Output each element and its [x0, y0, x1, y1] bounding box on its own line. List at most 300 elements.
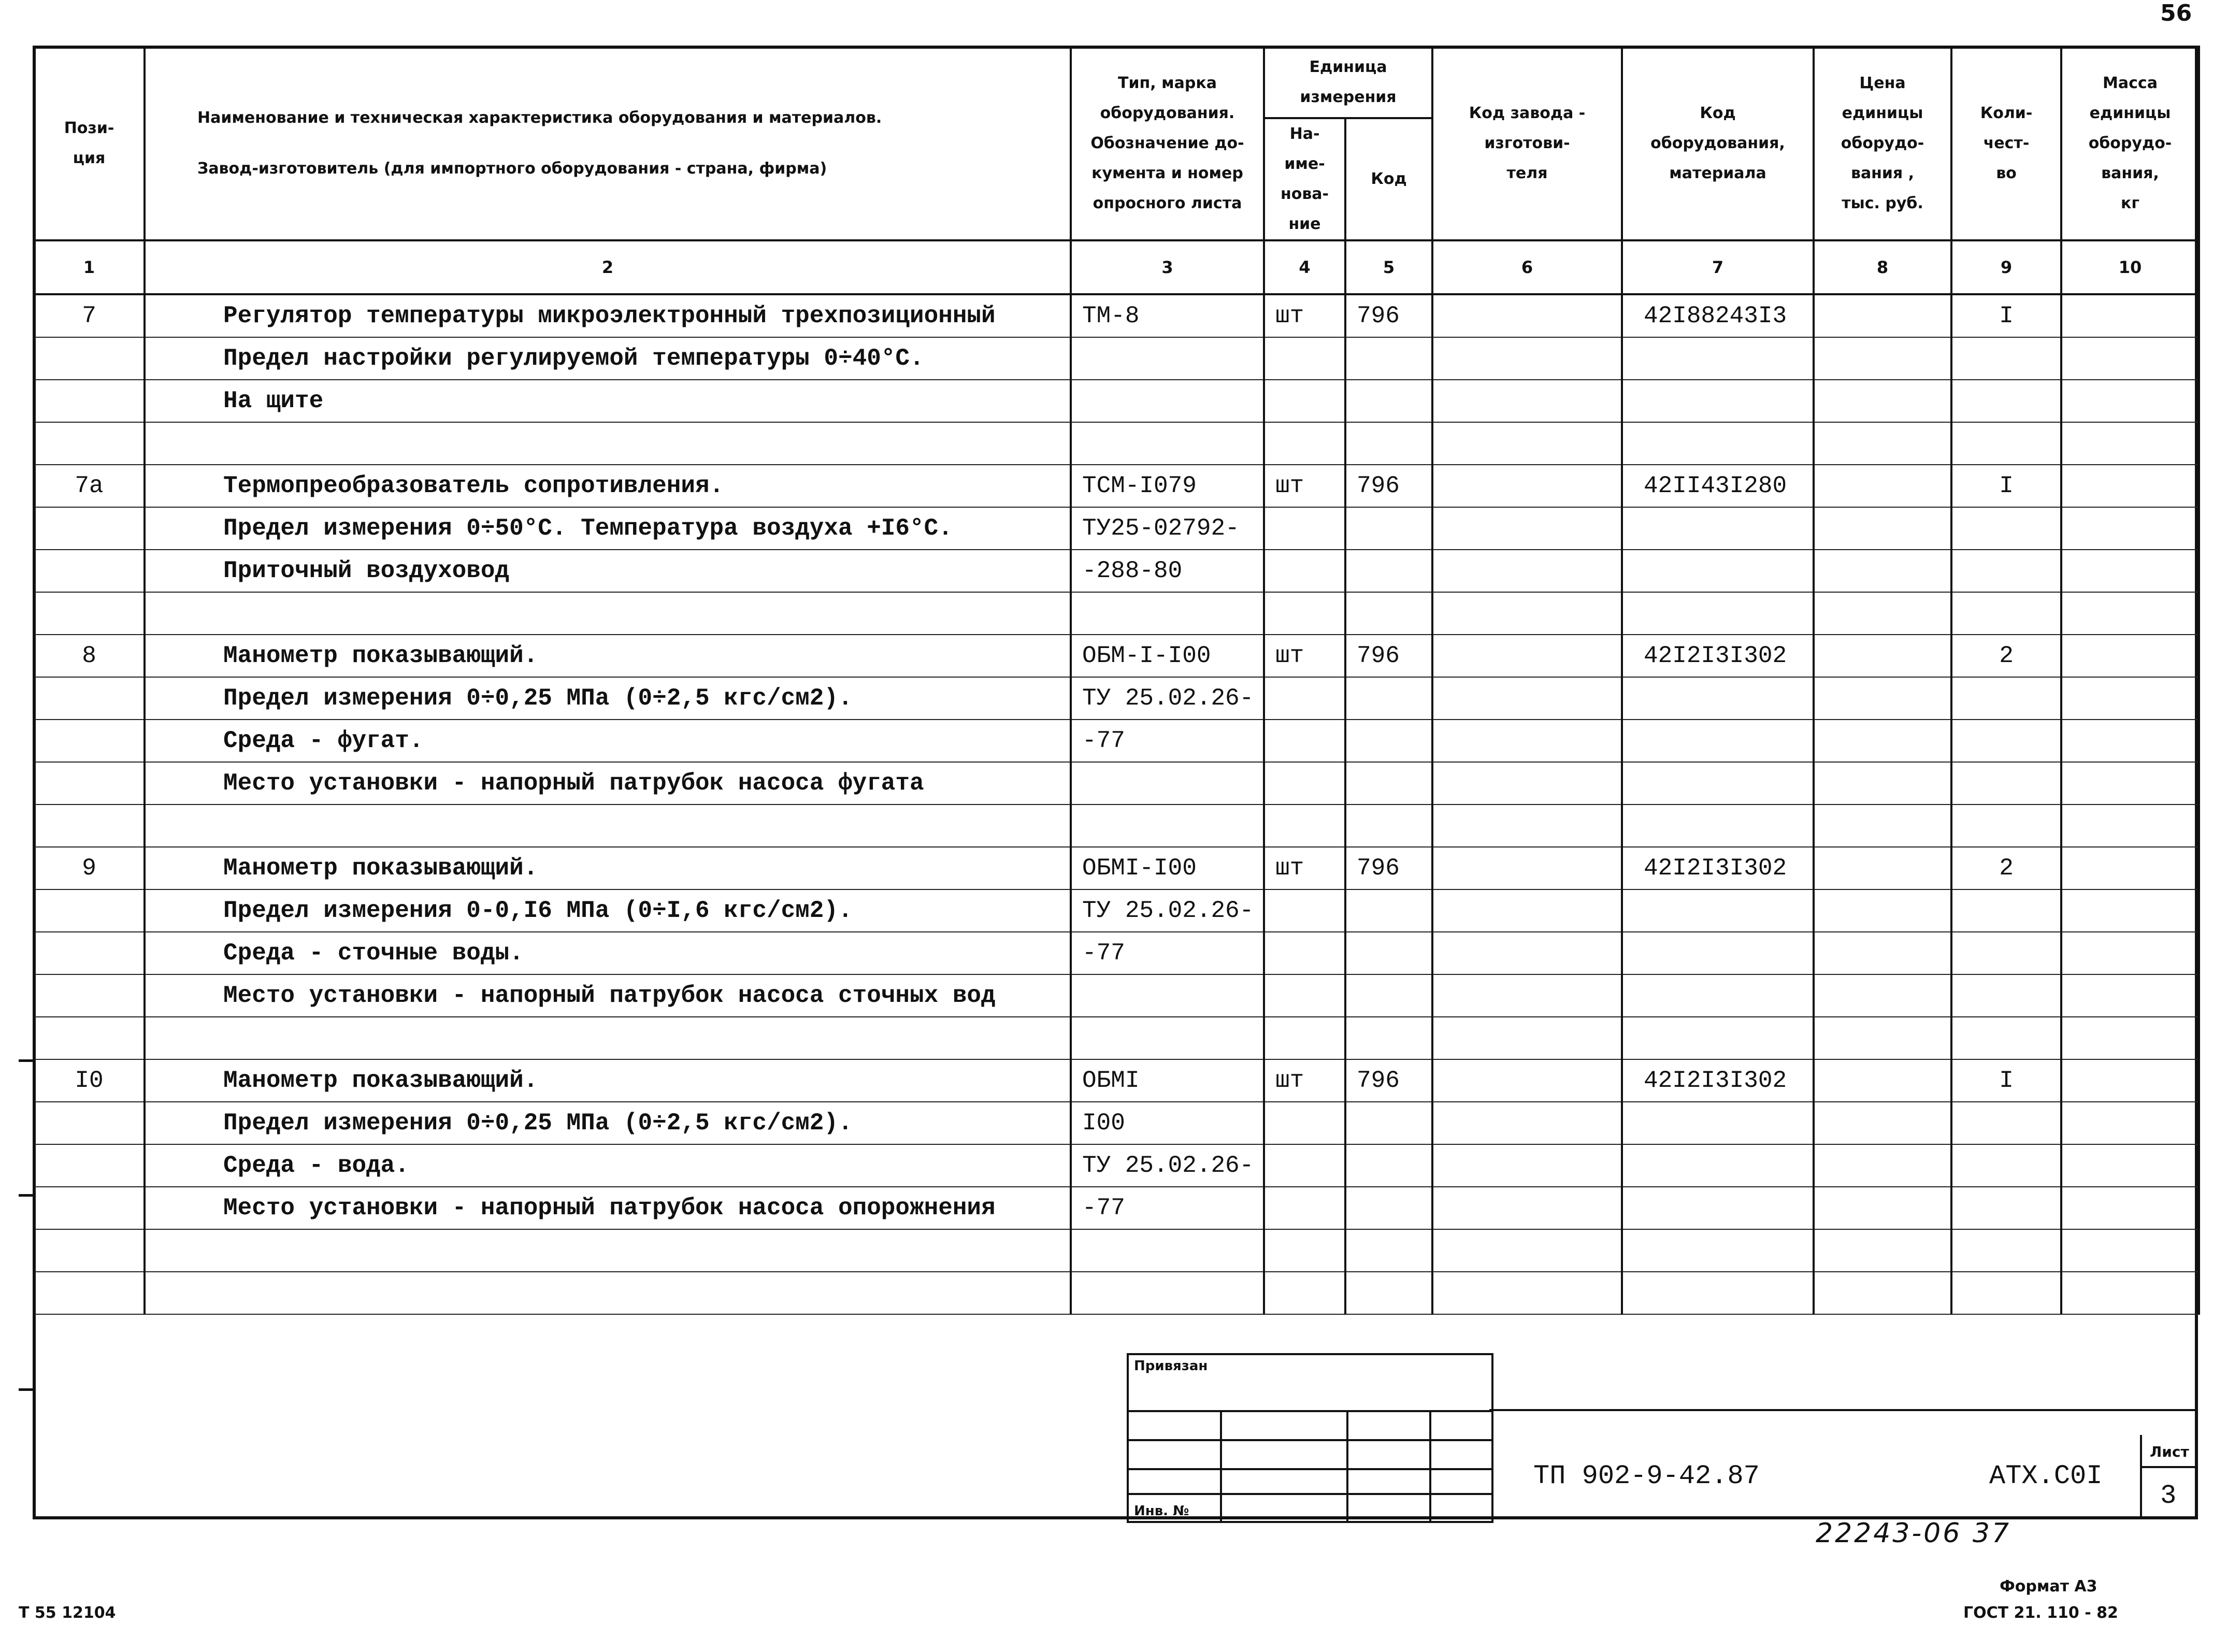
- quantity-cell: I: [1951, 1059, 2061, 1102]
- quantity-cell: [1951, 889, 2061, 932]
- position-cell: [34, 974, 145, 1017]
- equipment-code-cell: [1622, 1229, 1814, 1272]
- header-equipment-code: Код оборудования, материала: [1622, 47, 1814, 240]
- mass-cell: [2061, 1187, 2199, 1229]
- price-cell: [1814, 720, 1951, 762]
- table-row: [34, 294, 2199, 337]
- price-cell: [1814, 805, 1951, 847]
- type-cell: [1071, 805, 1264, 847]
- type-cell: -77: [1071, 932, 1264, 974]
- mass-cell: [2061, 592, 2199, 635]
- equipment-code-cell: 42I88243I3: [1622, 294, 1814, 337]
- quantity-cell: [1951, 550, 2061, 592]
- mass-cell: [2061, 1229, 2199, 1272]
- position-cell: [34, 677, 145, 720]
- table-row: [34, 720, 2199, 762]
- equipment-code-cell: [1622, 1102, 1814, 1144]
- type-cell: [1071, 1229, 1264, 1272]
- quantity-cell: I: [1951, 465, 2061, 507]
- stamp-line: [1129, 1410, 1491, 1412]
- equipment-code-cell: [1622, 1144, 1814, 1187]
- position-cell: [34, 720, 145, 762]
- price-cell: [1814, 1102, 1951, 1144]
- price-cell: [1814, 847, 1951, 889]
- unit-code-cell: [1345, 550, 1432, 592]
- margin-tick: [19, 1059, 33, 1062]
- equipment-code-cell: 42I2I3I302: [1622, 847, 1814, 889]
- manufacturer-code-cell: [1432, 507, 1622, 550]
- name-cell: На щите: [145, 380, 1071, 422]
- attached-label: Привязан: [1134, 1358, 1208, 1374]
- column-number: 10: [2061, 240, 2199, 294]
- equipment-code-cell: 42II43I280: [1622, 465, 1814, 507]
- price-cell: [1814, 507, 1951, 550]
- format-label: Формат А3: [2000, 1577, 2097, 1596]
- unit-code-cell: [1345, 889, 1432, 932]
- manufacturer-code-cell: [1432, 1102, 1622, 1144]
- header-unit-group: Единица измерения: [1264, 47, 1432, 118]
- unit-cell: [1264, 337, 1345, 380]
- price-cell: [1814, 422, 1951, 465]
- unit-code-cell: 796: [1345, 1059, 1432, 1102]
- manufacturer-code-cell: [1432, 294, 1622, 337]
- position-cell: [34, 1017, 145, 1059]
- unit-cell: [1264, 974, 1345, 1017]
- price-cell: [1814, 465, 1951, 507]
- mass-cell: [2061, 1102, 2199, 1144]
- unit-code-cell: [1345, 805, 1432, 847]
- equipment-code-cell: 42I2I3I302: [1622, 1059, 1814, 1102]
- position-cell: 9: [34, 847, 145, 889]
- header-price: Цена единицы оборудо- вания , тыс. руб.: [1814, 47, 1951, 240]
- manufacturer-code-cell: [1432, 1187, 1622, 1229]
- unit-cell: [1264, 1229, 1345, 1272]
- unit-cell: [1264, 1272, 1345, 1314]
- unit-code-cell: [1345, 422, 1432, 465]
- table-row: [34, 1187, 2199, 1229]
- position-cell: [34, 805, 145, 847]
- type-cell: [1071, 974, 1264, 1017]
- table-row: [34, 465, 2199, 507]
- table-row: [34, 1102, 2199, 1144]
- equipment-code-cell: [1622, 677, 1814, 720]
- unit-cell: [1264, 1017, 1345, 1059]
- table-row: [34, 1144, 2199, 1187]
- table-row: [34, 1229, 2199, 1272]
- unit-cell: [1264, 550, 1345, 592]
- unit-cell: [1264, 805, 1345, 847]
- position-cell: [34, 507, 145, 550]
- quantity-cell: [1951, 805, 2061, 847]
- quantity-cell: 2: [1951, 635, 2061, 677]
- type-cell: ОБМI: [1071, 1059, 1264, 1102]
- equipment-code-cell: 42I2I3I302: [1622, 635, 1814, 677]
- mass-cell: [2061, 1017, 2199, 1059]
- mass-cell: [2061, 1059, 2199, 1102]
- name-cell: Место установки - напорный патрубок насоса опорожнения: [145, 1187, 1071, 1229]
- unit-cell: шт: [1264, 1059, 1345, 1102]
- price-cell: [1814, 550, 1951, 592]
- unit-code-cell: [1345, 380, 1432, 422]
- equipment-code-cell: [1622, 422, 1814, 465]
- unit-code-cell: [1345, 1017, 1432, 1059]
- header-type: Тип, марка оборудования. Обозначение до- кумента и номер опросного листа: [1071, 47, 1264, 240]
- name-cell: [145, 1272, 1071, 1314]
- position-cell: [34, 762, 145, 805]
- mass-cell: [2061, 635, 2199, 677]
- manufacturer-code-cell: [1432, 550, 1622, 592]
- unit-cell: [1264, 1102, 1345, 1144]
- price-cell: [1814, 1229, 1951, 1272]
- sheet-number: 3: [2160, 1481, 2177, 1511]
- position-cell: [34, 592, 145, 635]
- mass-cell: [2061, 677, 2199, 720]
- attachment-stamp: [1127, 1353, 1493, 1523]
- price-cell: [1814, 1144, 1951, 1187]
- header-position: Пози- ция: [34, 47, 145, 240]
- manufacturer-code-cell: [1432, 847, 1622, 889]
- manufacturer-code-cell: [1432, 932, 1622, 974]
- name-cell: Манометр показывающий.: [145, 847, 1071, 889]
- name-cell: Предел измерения 0÷0,25 МПа (0÷2,5 кгс/см2).: [145, 1102, 1071, 1144]
- type-cell: ТУ 25.02.26-: [1071, 1144, 1264, 1187]
- type-cell: [1071, 337, 1264, 380]
- equipment-code-cell: [1622, 380, 1814, 422]
- price-cell: [1814, 1187, 1951, 1229]
- position-cell: [34, 1144, 145, 1187]
- unit-cell: [1264, 1187, 1345, 1229]
- equipment-code-cell: [1622, 1017, 1814, 1059]
- position-cell: [34, 889, 145, 932]
- manufacturer-code-cell: [1432, 1059, 1622, 1102]
- column-number: 9: [1951, 240, 2061, 294]
- manufacturer-code-cell: [1432, 422, 1622, 465]
- margin-tick: [19, 1194, 33, 1197]
- unit-code-cell: [1345, 337, 1432, 380]
- equipment-code-cell: [1622, 507, 1814, 550]
- table-row: [34, 847, 2199, 889]
- manufacturer-code-cell: [1432, 1017, 1622, 1059]
- table-row: [34, 422, 2199, 465]
- mass-cell: [2061, 507, 2199, 550]
- name-cell: [145, 805, 1071, 847]
- column-number: 5: [1345, 240, 1432, 294]
- type-cell: ТУ25-02792-: [1071, 507, 1264, 550]
- unit-code-cell: 796: [1345, 635, 1432, 677]
- table-row: [34, 507, 2199, 550]
- name-cell: Предел измерения 0-0,I6 МПа (0÷I,6 кгс/см2).: [145, 889, 1071, 932]
- price-cell: [1814, 294, 1951, 337]
- header-manufacturer-code: Код завода - изготови- теля: [1432, 47, 1622, 240]
- quantity-cell: [1951, 932, 2061, 974]
- quantity-cell: [1951, 422, 2061, 465]
- manufacturer-code-cell: [1432, 720, 1622, 762]
- manufacturer-code-cell: [1432, 762, 1622, 805]
- position-cell: 7а: [34, 465, 145, 507]
- type-cell: -77: [1071, 1187, 1264, 1229]
- title-block-line: [1489, 1409, 2198, 1411]
- table-row: [34, 762, 2199, 805]
- table-row: [34, 1272, 2199, 1314]
- column-number: 2: [145, 240, 1071, 294]
- margin-tick: [19, 1388, 33, 1391]
- document-mark: АТХ.С0I: [1989, 1461, 2103, 1491]
- mass-cell: [2061, 974, 2199, 1017]
- position-cell: 7: [34, 294, 145, 337]
- price-cell: [1814, 762, 1951, 805]
- name-cell: Манометр показывающий.: [145, 635, 1071, 677]
- table-row: [34, 677, 2199, 720]
- manufacturer-code-cell: [1432, 805, 1622, 847]
- quantity-cell: [1951, 677, 2061, 720]
- position-cell: [34, 1272, 145, 1314]
- manufacturer-code-cell: [1432, 337, 1622, 380]
- unit-code-cell: [1345, 1272, 1432, 1314]
- position-cell: [34, 1102, 145, 1144]
- unit-cell: [1264, 422, 1345, 465]
- unit-code-cell: 796: [1345, 465, 1432, 507]
- stamp-line: [1129, 1468, 1491, 1470]
- manufacturer-code-cell: [1432, 1272, 1622, 1314]
- equipment-code-cell: [1622, 1187, 1814, 1229]
- position-cell: [34, 1187, 145, 1229]
- position-cell: [34, 380, 145, 422]
- mass-cell: [2061, 805, 2199, 847]
- manufacturer-code-cell: [1432, 592, 1622, 635]
- manufacturer-code-cell: [1432, 974, 1622, 1017]
- quantity-cell: [1951, 1229, 2061, 1272]
- mass-cell: [2061, 380, 2199, 422]
- header-name: Наименование и техническая характеристика оборудования и материалов. Завод-изготовитель (для импортного оборудования - страна, фирма): [145, 47, 1071, 240]
- price-cell: [1814, 1017, 1951, 1059]
- quantity-cell: 2: [1951, 847, 2061, 889]
- manufacturer-code-cell: [1432, 1229, 1622, 1272]
- stamp-line: [1429, 1410, 1431, 1521]
- title-block-line: [2140, 1466, 2198, 1468]
- position-cell: 8: [34, 635, 145, 677]
- type-cell: ТУ 25.02.26-: [1071, 677, 1264, 720]
- unit-cell: [1264, 380, 1345, 422]
- unit-code-cell: 796: [1345, 294, 1432, 337]
- handwritten-number: 22243-06 37: [1816, 1518, 2012, 1549]
- price-cell: [1814, 974, 1951, 1017]
- position-cell: [34, 422, 145, 465]
- equipment-code-cell: [1622, 1272, 1814, 1314]
- unit-cell: [1264, 932, 1345, 974]
- type-cell: [1071, 592, 1264, 635]
- equipment-code-cell: [1622, 932, 1814, 974]
- type-cell: -77: [1071, 720, 1264, 762]
- type-cell: ТМ-8: [1071, 294, 1264, 337]
- unit-cell: шт: [1264, 294, 1345, 337]
- column-number: 6: [1432, 240, 1622, 294]
- table-row: [34, 805, 2199, 847]
- price-cell: [1814, 932, 1951, 974]
- type-cell: ТСМ-I079: [1071, 465, 1264, 507]
- type-cell: ТУ 25.02.26-: [1071, 889, 1264, 932]
- price-cell: [1814, 635, 1951, 677]
- column-number: 4: [1264, 240, 1345, 294]
- manufacturer-code-cell: [1432, 1144, 1622, 1187]
- manufacturer-code-cell: [1432, 635, 1622, 677]
- unit-code-cell: [1345, 1229, 1432, 1272]
- mass-cell: [2061, 932, 2199, 974]
- stamp-line: [1129, 1493, 1491, 1495]
- type-cell: -288-80: [1071, 550, 1264, 592]
- unit-cell: [1264, 1144, 1345, 1187]
- type-cell: I00: [1071, 1102, 1264, 1144]
- position-cell: I0: [34, 1059, 145, 1102]
- project-code: ТП 902-9-42.87: [1533, 1461, 1760, 1491]
- equipment-code-cell: [1622, 592, 1814, 635]
- quantity-cell: [1951, 1144, 2061, 1187]
- table-row: [34, 974, 2199, 1017]
- unit-code-cell: [1345, 1187, 1432, 1229]
- stamp-line: [1129, 1439, 1491, 1441]
- sheet-label: Лист: [2150, 1443, 2189, 1460]
- name-cell: Место установки - напорный патрубок насоса фугата: [145, 762, 1071, 805]
- footer-code: Т 55 12104: [19, 1604, 116, 1622]
- table-row: [34, 1059, 2199, 1102]
- position-cell: [34, 550, 145, 592]
- unit-code-cell: [1345, 507, 1432, 550]
- unit-cell: шт: [1264, 635, 1345, 677]
- name-cell: [145, 422, 1071, 465]
- table-row: [34, 337, 2199, 380]
- price-cell: [1814, 1272, 1951, 1314]
- quantity-cell: [1951, 720, 2061, 762]
- type-cell: [1071, 422, 1264, 465]
- name-cell: Приточный воздуховод: [145, 550, 1071, 592]
- unit-code-cell: [1345, 677, 1432, 720]
- equipment-code-cell: [1622, 762, 1814, 805]
- unit-cell: [1264, 889, 1345, 932]
- name-cell: [145, 1017, 1071, 1059]
- header-unit-name: На- име- нова- ние: [1264, 118, 1345, 240]
- table-row: [34, 550, 2199, 592]
- position-cell: [34, 932, 145, 974]
- type-cell: [1071, 380, 1264, 422]
- header-unit-code: Код: [1345, 118, 1432, 240]
- price-cell: [1814, 889, 1951, 932]
- header-mass: Масса единицы оборудо- вания, кг: [2061, 47, 2199, 240]
- name-cell: Манометр показывающий.: [145, 1059, 1071, 1102]
- name-cell: Предел настройки регулируемой температуры 0÷40°С.: [145, 337, 1071, 380]
- price-cell: [1814, 380, 1951, 422]
- unit-cell: [1264, 592, 1345, 635]
- unit-code-cell: [1345, 974, 1432, 1017]
- unit-code-cell: [1345, 762, 1432, 805]
- header-quantity: Коли- чест- во: [1951, 47, 2061, 240]
- column-number: 8: [1814, 240, 1951, 294]
- mass-cell: [2061, 847, 2199, 889]
- stamp-line: [1220, 1410, 1222, 1521]
- mass-cell: [2061, 1144, 2199, 1187]
- equipment-code-cell: [1622, 720, 1814, 762]
- equipment-code-cell: [1622, 889, 1814, 932]
- type-cell: [1071, 762, 1264, 805]
- page-corner-number: 56: [2160, 0, 2192, 26]
- unit-code-cell: 796: [1345, 847, 1432, 889]
- equipment-code-cell: [1622, 550, 1814, 592]
- manufacturer-code-cell: [1432, 380, 1622, 422]
- name-cell: Среда - вода.: [145, 1144, 1071, 1187]
- type-cell: ОБМ-I-I00: [1071, 635, 1264, 677]
- title-block-line: [2140, 1435, 2142, 1519]
- manufacturer-code-cell: [1432, 465, 1622, 507]
- price-cell: [1814, 1059, 1951, 1102]
- name-cell: Предел измерения 0÷0,25 МПа (0÷2,5 кгс/см2).: [145, 677, 1071, 720]
- quantity-cell: [1951, 592, 2061, 635]
- quantity-cell: [1951, 974, 2061, 1017]
- specification-table: [33, 46, 2200, 1315]
- unit-code-cell: [1345, 1102, 1432, 1144]
- name-cell: Место установки - напорный патрубок насоса сточных вод: [145, 974, 1071, 1017]
- unit-code-cell: [1345, 720, 1432, 762]
- quantity-cell: [1951, 337, 2061, 380]
- type-cell: ОБМI-I00: [1071, 847, 1264, 889]
- column-number: 3: [1071, 240, 1264, 294]
- unit-cell: шт: [1264, 847, 1345, 889]
- gost-label: ГОСТ 21. 110 - 82: [1963, 1604, 2118, 1622]
- column-number: 1: [34, 240, 145, 294]
- manufacturer-code-cell: [1432, 889, 1622, 932]
- type-cell: [1071, 1017, 1264, 1059]
- inventory-label: Инв. №: [1134, 1503, 1189, 1519]
- table-row: [34, 1017, 2199, 1059]
- unit-cell: шт: [1264, 465, 1345, 507]
- mass-cell: [2061, 889, 2199, 932]
- column-number: 7: [1622, 240, 1814, 294]
- quantity-cell: I: [1951, 294, 2061, 337]
- price-cell: [1814, 592, 1951, 635]
- table-row: [34, 635, 2199, 677]
- name-cell: Термопреобразователь сопротивления.: [145, 465, 1071, 507]
- manufacturer-code-cell: [1432, 677, 1622, 720]
- position-cell: [34, 337, 145, 380]
- name-cell: Регулятор температуры микроэлектронный трехпозиционный: [145, 294, 1071, 337]
- quantity-cell: [1951, 507, 2061, 550]
- name-cell: Предел измерения 0÷50°С. Температура воздуха +I6°С.: [145, 507, 1071, 550]
- mass-cell: [2061, 422, 2199, 465]
- equipment-code-cell: [1622, 805, 1814, 847]
- unit-code-cell: [1345, 592, 1432, 635]
- quantity-cell: [1951, 1272, 2061, 1314]
- name-cell: Среда - фугат.: [145, 720, 1071, 762]
- table-row: [34, 380, 2199, 422]
- unit-cell: [1264, 762, 1345, 805]
- quantity-cell: [1951, 380, 2061, 422]
- quantity-cell: [1951, 1017, 2061, 1059]
- position-cell: [34, 1229, 145, 1272]
- mass-cell: [2061, 465, 2199, 507]
- equipment-code-cell: [1622, 974, 1814, 1017]
- quantity-cell: [1951, 762, 2061, 805]
- name-cell: Среда - сточные воды.: [145, 932, 1071, 974]
- mass-cell: [2061, 762, 2199, 805]
- quantity-cell: [1951, 1102, 2061, 1144]
- name-cell: [145, 592, 1071, 635]
- equipment-code-cell: [1622, 337, 1814, 380]
- mass-cell: [2061, 550, 2199, 592]
- table-row: [34, 932, 2199, 974]
- unit-code-cell: [1345, 1144, 1432, 1187]
- unit-code-cell: [1345, 932, 1432, 974]
- quantity-cell: [1951, 1187, 2061, 1229]
- table-row: [34, 889, 2199, 932]
- unit-cell: [1264, 720, 1345, 762]
- price-cell: [1814, 337, 1951, 380]
